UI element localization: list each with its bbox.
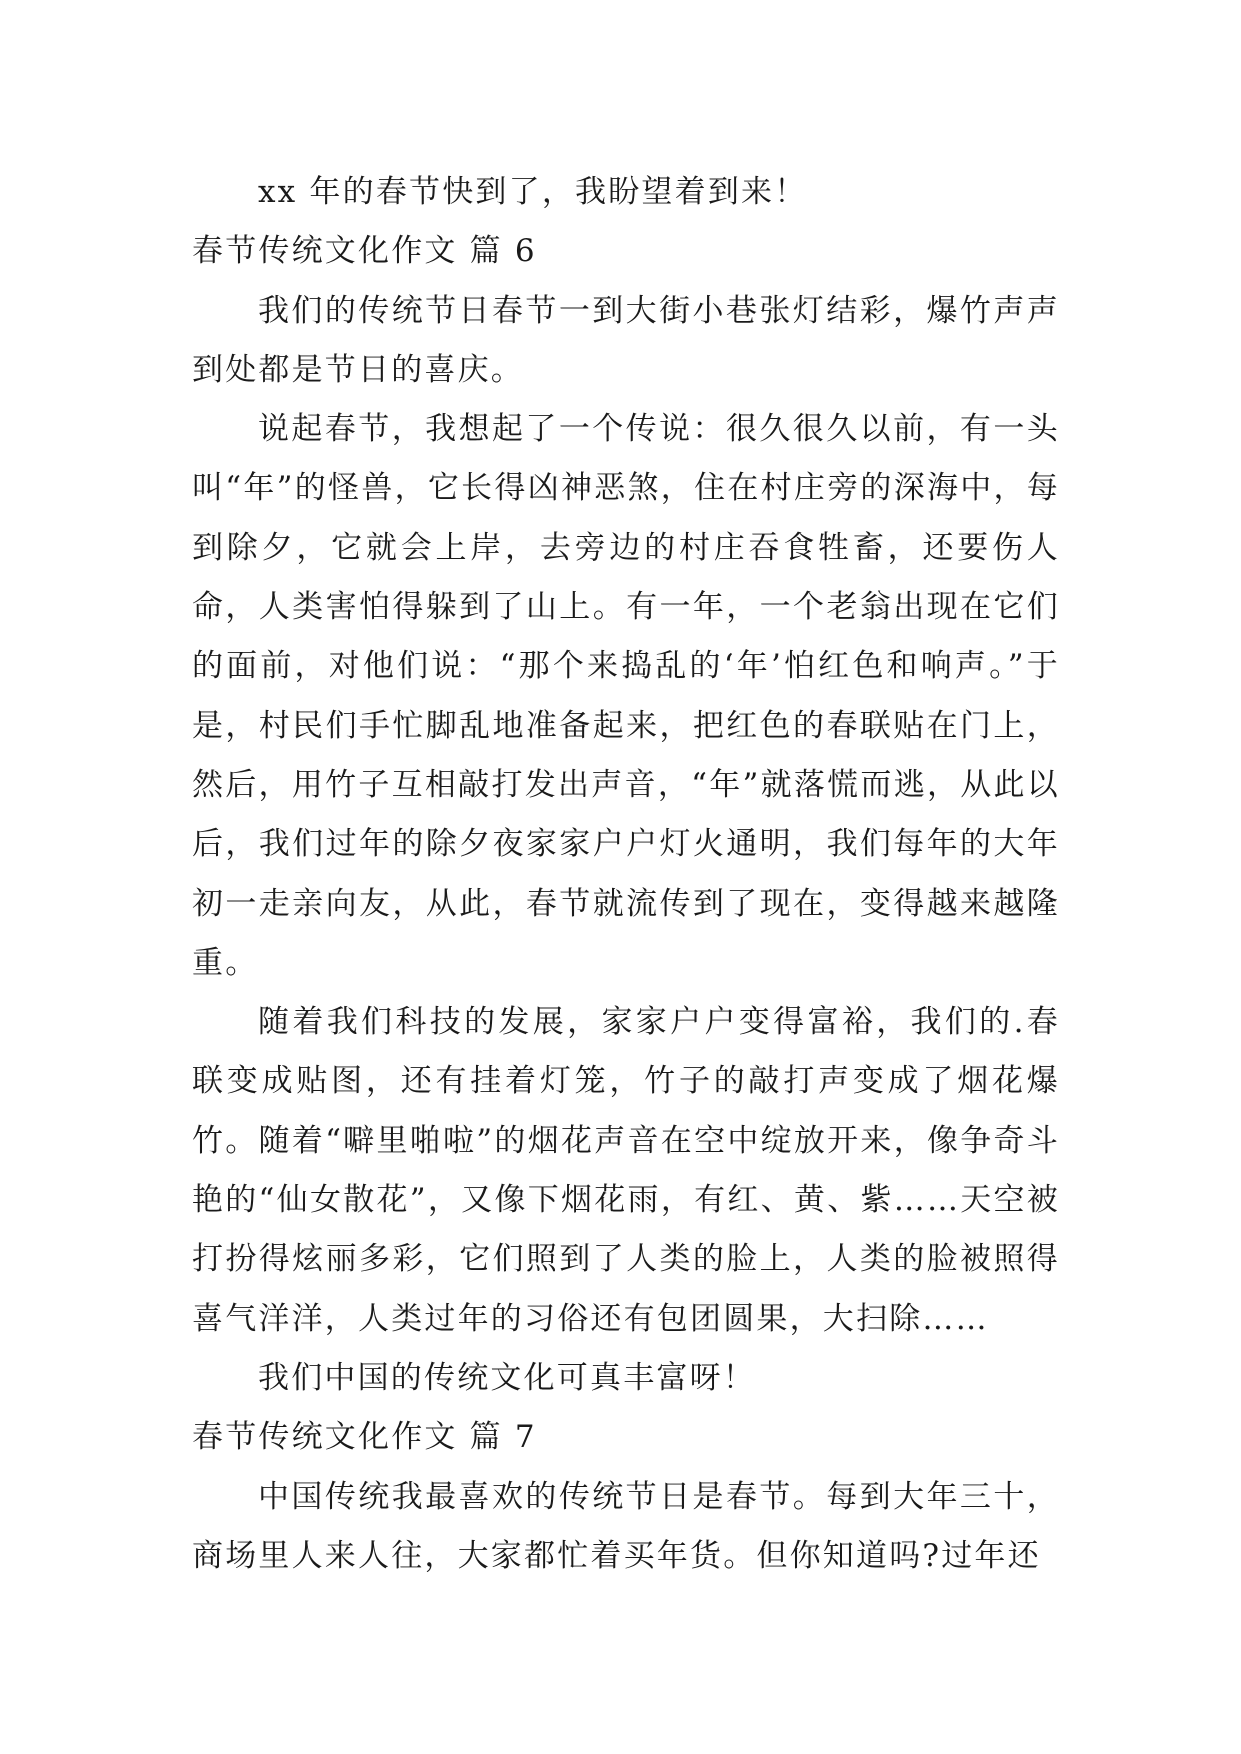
section-heading-7: 春节传统文化作文 篇 7 (192, 1419, 537, 1456)
paragraph-intro-end: xx 年的春节快到了，我盼望着到来！ (258, 174, 808, 210)
paragraph: 我们中国的传统文化可真丰富呀！ (258, 1359, 756, 1396)
document-body (192, 163, 1060, 1586)
paragraph: 中国传统我最喜欢的传统节日是春节。每到大年三十，商场里人来人往，大家都忙着买年货。但你知道吗?过年还 (192, 1478, 1060, 1574)
paragraph: 随着我们科技的发展，家家户户变得富裕，我们的.春联变成贴图，还有挂着灯笼，竹子的敲打声变成了烟花爆竹。随着“噼里啪啦”的烟花声音在空中绽放开来，像争奇斗艳的“仙女散花”，又像下烟花雨，有红、黄、紫……天空被打扮得炫丽多彩，它们照到了人类的脸上，人类的脸被照得喜气洋洋，人类过年的习俗还有包团圆果，大扫除…… (192, 1004, 1060, 1337)
paragraph: 我们的传统节日春节一到大街小巷张灯结彩，爆竹声声到处都是节日的喜庆。 (192, 292, 1060, 388)
paragraph: 说起春节，我想起了一个传说：很久很久以前，有一头叫“年”的怪兽，它长得凶神恶煞，住在村庄旁的深海中，每到除夕，它就会上岸，去旁边的村庄吞食牲畜，还要伤人命，人类害怕得躲到了山上。有一年，一个老翁出现在它们的面前，对他们说：“那个来捣乱的‘年’怕红色和响声。”于是，村民们手忙脚乱地准备起来，把红色的春联贴在门上，然后，用竹子互相敲打发出声音，“年”就落慌而逃，从此以后，我们过年的除夕夜家家户户灯火通明，我们每年的大年初一走亲向友，从此，春节就流传到了现在，变得越来越隆重。 (192, 411, 1060, 981)
section-heading-6: 春节传统文化作文 篇 6 (192, 233, 537, 270)
